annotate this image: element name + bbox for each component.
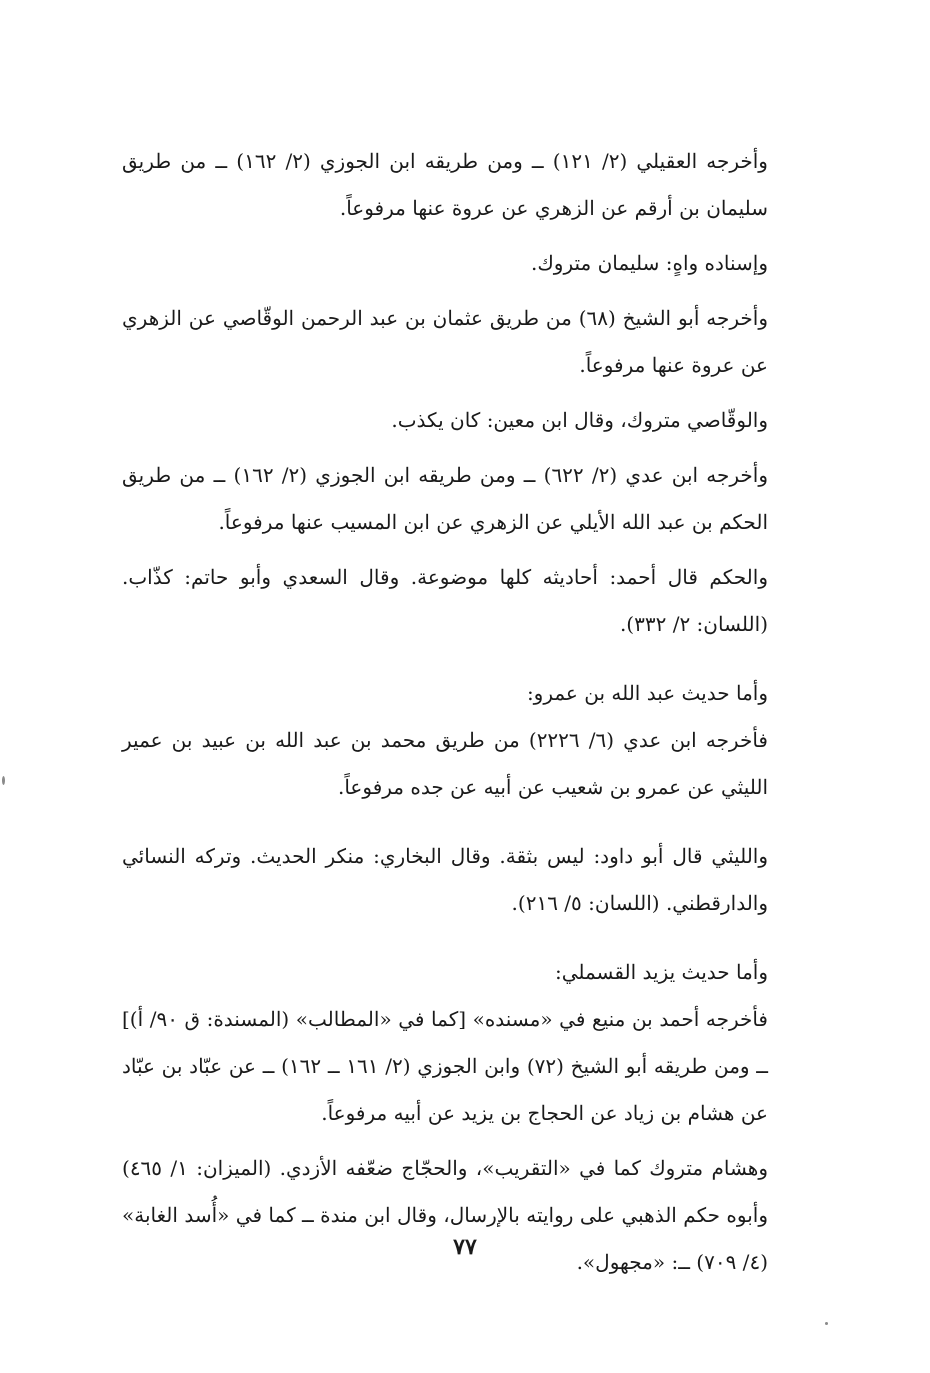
scan-speck-bottom: [825, 1322, 828, 1325]
scan-speck-left: [2, 776, 5, 785]
paragraph-waqqasi-grading: والوقّاصي متروك، وقال ابن معين: كان يكذب.: [391, 408, 768, 432]
section-heading-yazid-qasmali: وأما حديث يزيد القسملي:: [554, 960, 768, 984]
page-number: ٧٧: [453, 1234, 477, 1260]
paragraph-ibn-mani-takhrij: فأخرجه أحمد بن منيع في «مسنده» [كما في «المطالب» (المسندة: ق ٩٠/ أ)] ــ ومن طريقه أبو الشيخ (٧٢) وابن الجوزي (٢/ ١٦١ ــ ١٦٢) ــ عن عبّاد بن عبّاد عن هشام بن زياد عن الحجاج بن يزيد عن أبيه مرفوعاً.: [122, 1007, 768, 1125]
paragraph-ibn-adi-laythi-takhrij: فأخرجه ابن عدي (٦/ ٢٢٢٦) من طريق محمد بن عبد الله بن عبيد بن عمير الليثي عن عمرو بن شعيب عن أبيه عن جده مرفوعاً.: [122, 728, 768, 799]
paragraph-sulayman-grading: وإسناده واهٍ: سليمان متروك.: [530, 251, 768, 275]
paragraph-aqili-takhrij: وأخرجه العقيلي (٢/ ١٢١) ــ ومن طريقه ابن الجوزي (٢/ ١٦٢) ــ من طريق سليمان بن أرقم عن الزهري عن عروة عنها مرفوعاً.: [122, 149, 768, 220]
paragraph-hisham-grading: وهشام متروك كما في «التقريب»، والحجّاج ضعّفه الأزدي. (الميزان: ١/ ٤٦٥) وأبوه حكم الذهبي على روايته بالإرسال، وقال ابن مندة ــ كما في «أُسد الغابة» (٤/ ٧٠٩) ــ: «مجهول».: [122, 1156, 768, 1274]
paragraph-abu-shaykh-takhrij: وأخرجه أبو الشيخ (٦٨) من طريق عثمان بن عبد الرحمن الوقّاصي عن الزهري عن عروة عنها مرفوعاً.: [122, 306, 768, 377]
paragraph-ibn-adi-takhrij: وأخرجه ابن عدي (٢/ ٦٢٢) ــ ومن طريقه ابن الجوزي (٢/ ١٦٢) ــ من طريق الحكم بن عبد الله الأيلي عن الزهري عن ابن المسيب عنها مرفوعاً.: [122, 463, 768, 534]
paragraph-laythi-grading: والليثي قال أبو داود: ليس بثقة. وقال البخاري: منكر الحديث. وتركه النسائي والدارقطني. (اللسان: ٥/ ٢١٦).: [122, 844, 768, 915]
page-body: [122, 138, 812, 1286]
paragraph-hakam-grading: والحكم قال أحمد: أحاديثه كلها موضوعة. وقال السعدي وأبو حاتم: كذّاب. (اللسان: ٢/ ٣٣٢).: [122, 565, 768, 636]
section-heading-abdullah-ibn-amr: وأما حديث عبد الله بن عمرو:: [526, 681, 768, 705]
